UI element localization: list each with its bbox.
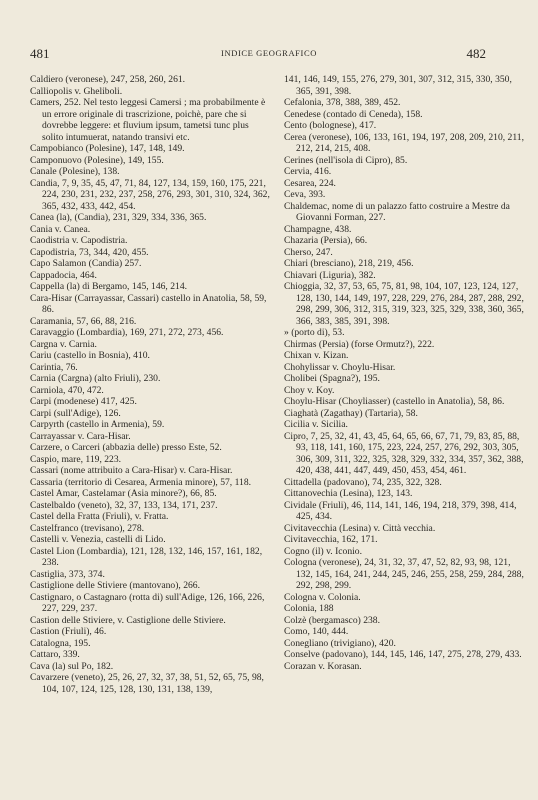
- index-entry: Cicilia v. Sicilia.: [284, 419, 348, 430]
- index-entry: Castelli v. Venezia, castelli di Lido.: [30, 534, 166, 545]
- index-entry: Civitavecchia, 162, 171.: [284, 534, 378, 545]
- index-entry: Caramania, 57, 66, 88, 216.: [30, 315, 137, 327]
- index-entry: Cipro, 7, 25, 32, 41, 43, 45, 64, 65, 66, 67, 71, 79, 83, 85, 88, 93, 118, 141, 160, 175, 223, 224, 257, 276, 292, 303, 305, 306, 309, 311, 322, 325, 328, 329, 332, 334, 357, 362, 388, 420, 438, 441, 447, 449, 450, 453, 454, 461.: [284, 430, 524, 476]
- index-entry: Cappella (la) di Bergamo, 145, 146, 214.: [30, 281, 188, 292]
- index-entry: Carpi (sull'Adige), 126.: [30, 407, 121, 419]
- index-entry: Cesarea, 224.: [284, 177, 336, 189]
- index-entry: Carrayassar v. Cara-Hisar.: [30, 430, 131, 442]
- page-header: [0, 46, 538, 62]
- index-entry: Candia, 7, 9, 35, 45, 47, 71, 84, 127, 134, 159, 160, 175, 221, 224, 230, 231, 232, 237, 258, 276, 293, 301, 310, 324, 362, 365, 432, 433, 442, 454.: [30, 177, 270, 212]
- index-entry: Chiavari (Liguria), 382.: [284, 269, 376, 281]
- index-entry: Carintia, 76.: [30, 361, 78, 373]
- index-entry: Cologna (veronese), 24, 31, 32, 37, 47, 52, 82, 93, 98, 121, 132, 145, 164, 241, 244, 245, 246, 255, 258, 259, 284, 288, 292, 298, 299.: [284, 557, 524, 591]
- left-column: [30, 74, 272, 695]
- index-entry: Cariu (castello in Bosnia), 410.: [30, 350, 150, 361]
- index-entry: Conegliano (trivigiano), 420.: [284, 637, 396, 649]
- index-entry: Cologna v. Colonia.: [284, 591, 361, 603]
- index-entry: Choylu-Hisar (Choyliasser) (castello in Anatolia), 58, 86.: [284, 396, 505, 407]
- index-entry: Carnia (Cargna) (alto Friuli), 230.: [30, 373, 161, 384]
- index-entry: Camponuovo (Polesine), 149, 155.: [30, 154, 164, 166]
- index-entry: Cittadella (padovano), 74, 235, 322, 328.: [284, 476, 442, 488]
- index-entry: Castiglia, 373, 374.: [30, 568, 105, 580]
- index-entry: Cogno (il) v. Iconio.: [284, 545, 362, 557]
- index-entry: Ceva, 393.: [284, 189, 326, 200]
- index-entry: Cassaria (territorio di Cesarea, Armenia minore), 57, 118.: [30, 476, 252, 488]
- index-entry: Castion delle Stiviere, v. Castiglione delle Stiviere.: [30, 614, 226, 626]
- running-title: INDICE GEOGRAFICO: [221, 48, 317, 58]
- index-entry: 141, 146, 149, 155, 276, 279, 301, 307, 312, 315, 330, 350, 365, 391, 398.: [284, 74, 512, 97]
- index-entry: Carpyrth (castello in Armenia), 59.: [30, 419, 165, 430]
- index-entry: Carniola, 470, 472.: [30, 384, 104, 396]
- index-entry: Castel Lion (Lombardia), 121, 128, 132, 146, 157, 161, 182, 238.: [30, 545, 263, 568]
- index-entry: Cefalonia, 378, 388, 389, 452.: [284, 97, 401, 108]
- index-entry: Cervia, 416.: [284, 166, 332, 177]
- index-entry: Cargna v. Carnia.: [30, 338, 97, 350]
- index-entry: Caravaggio (Lombardia), 169, 271, 272, 273, 456.: [30, 327, 224, 338]
- index-entry: Cara-Hisar (Carrayassar, Cassari) castello in Anatolia, 58, 59, 86.: [30, 292, 267, 315]
- index-entry: Chohylissar v. Choylu-Hisar.: [284, 361, 396, 373]
- index-entry: Cividale (Friuli), 46, 114, 141, 146, 194, 218, 379, 398, 414, 425, 434.: [284, 499, 517, 522]
- index-entry: Canale (Polesine), 138.: [30, 166, 120, 177]
- index-entry: Ciaghatà (Zagathay) (Tartaria), 58.: [284, 407, 418, 419]
- index-entry: Cittanovechia (Lesina), 123, 143.: [284, 488, 413, 499]
- index-entry: Cappadocia, 464.: [30, 269, 97, 281]
- index-entry: Carpi (modenese) 417, 425.: [30, 396, 137, 407]
- index-entry: Choy v. Koy.: [284, 384, 335, 396]
- index-entry: Calliopolis v. Gheliboli.: [30, 85, 123, 97]
- index-entry: Castignaro, o Castagnaro (rotta di) sull'Adige, 126, 166, 226, 227, 229, 237.: [30, 591, 265, 614]
- index-entry: Conselve (padovano), 144, 145, 146, 147, 275, 278, 279, 433.: [284, 649, 522, 660]
- index-entry: Carzere, o Carceri (abbazia delle) presso Este, 52.: [30, 442, 222, 453]
- index-entry: Capo Salamon (Candia) 257.: [30, 258, 142, 269]
- index-entry: Cenedese (contado di Ceneda), 158.: [284, 108, 423, 120]
- index-entry: Cholibei (Spagna?), 195.: [284, 373, 380, 384]
- index-entry: Cassari (nome attribuito a Cara-Hisar) v. Cara-Hisar.: [30, 465, 233, 476]
- page-number-right: 482: [466, 46, 486, 61]
- index-entry: Cattaro, 339.: [30, 649, 80, 660]
- index-entry: Cavarzere (veneto), 25, 26, 27, 32, 37, 38, 51, 52, 65, 75, 98, 104, 107, 124, 125, 128, 130, 131, 138, 139,: [30, 672, 264, 695]
- index-entry: Cerines (nell'isola di Cipro), 85.: [284, 154, 408, 166]
- index-entry: Cerea (veronese), 106, 133, 161, 194, 197, 208, 209, 210, 211, 212, 214, 215, 408.: [284, 131, 524, 154]
- index-entry: Cava (la) sul Po, 182.: [30, 660, 114, 672]
- index-entry: Como, 140, 444.: [284, 626, 349, 637]
- index-entry: Chazaria (Persia), 66.: [284, 235, 368, 246]
- index-entry: Caodistria v. Capodistria.: [30, 235, 128, 246]
- index-entry: Champagne, 438.: [284, 223, 352, 235]
- right-column: [284, 74, 524, 672]
- index-entry: Colonia, 188: [284, 603, 334, 614]
- index-entry: Chiari (bresciano), 218, 219, 456.: [284, 258, 414, 269]
- index-entry: Castelbaldo (veneto), 32, 37, 133, 134, 171, 237.: [30, 499, 218, 511]
- index-entry: Castel della Fratta (Friuli), v. Fratta.: [30, 511, 169, 522]
- page-number-left: 481: [30, 46, 50, 61]
- index-entry: Camers, 252. Nel testo leggesi Camersi ; ma probabilmente è un errore originale di trascrizione, poichè, pare che si dovrebbe leggere: et fluvium ipsum, tametsi tunc plus solito intumuerat, natando transivi etc.: [30, 97, 266, 143]
- index-entry: Chirmas (Persia) (forse Ormutz?), 222.: [284, 338, 435, 350]
- index-entry: Castel Amar, Castelamar (Asia minore?), 66, 85.: [30, 488, 217, 499]
- index-entry: » (porto di), 53.: [284, 327, 345, 338]
- index-entry: Cento (bolognese), 417.: [284, 120, 377, 131]
- index-entry: Catalogna, 195.: [30, 637, 91, 649]
- index-entry: Castelfranco (trevisano), 278.: [30, 522, 145, 534]
- index-entry: Cania v. Canea.: [30, 223, 91, 235]
- index-entry: Castiglione delle Stiviere (mantovano), 266.: [30, 580, 200, 591]
- index-entry: Campobianco (Polesine), 147, 148, 149.: [30, 143, 185, 154]
- index-entry: Castion (Friuli), 46.: [30, 626, 107, 637]
- index-entry: Chioggia, 32, 37, 53, 65, 75, 81, 98, 104, 107, 123, 124, 127, 128, 130, 144, 149, 197, 228, 229, 276, 284, 287, 288, 292, 298, 299, 306, 312, 315, 319, 323, 325, 329, 338, 360, 365, 366, 383, 385, 391, 398.: [284, 281, 524, 327]
- index-entry: Cherso, 247.: [284, 246, 333, 258]
- index-entry: Corazan v. Korasan.: [284, 660, 362, 672]
- index-entry: Capodistria, 73, 344, 420, 455.: [30, 246, 149, 258]
- index-entry: Canea (la), (Candia), 231, 329, 334, 336, 365.: [30, 212, 207, 223]
- index-entry: Caspio, mare, 119, 223.: [30, 453, 122, 465]
- index-entry: Civitavecchia (Lesina) v. Città vecchia.: [284, 522, 436, 534]
- index-entry: Caldiero (veronese), 247, 258, 260, 261.: [30, 74, 186, 85]
- index-entry: Chixan v. Kizan.: [284, 350, 349, 361]
- index-entry: Colzè (bergamasco) 238.: [284, 614, 380, 626]
- index-entry: Chaldemac, nome di un palazzo fatto costruire a Mestre da Giovanni Forman, 227.: [284, 200, 510, 223]
